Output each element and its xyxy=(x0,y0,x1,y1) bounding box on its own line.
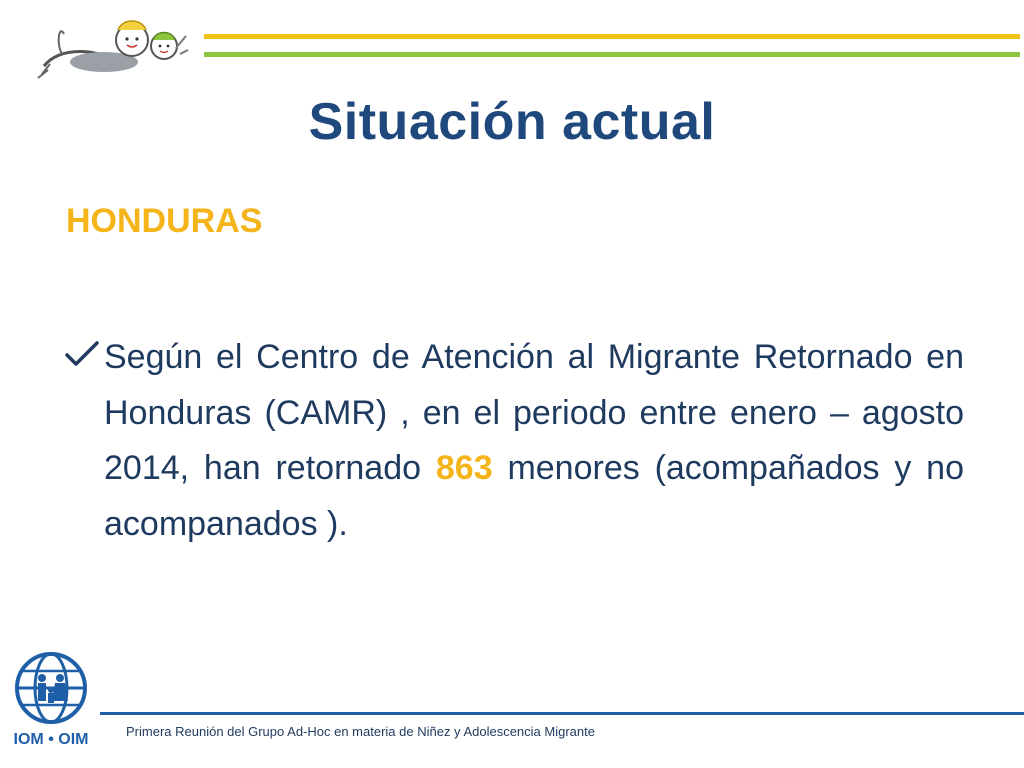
iom-logo xyxy=(6,646,96,750)
globe-icon xyxy=(6,646,96,750)
header-green-stripe xyxy=(204,52,1020,57)
highlight-number: 863 xyxy=(435,449,493,487)
footer-divider xyxy=(100,712,1024,715)
bullet-text-after: menores (acompañados y no acompanados ). xyxy=(104,449,964,543)
bullet-item xyxy=(64,330,964,552)
slide-title: Situación actual xyxy=(308,93,716,151)
children-logo-icon xyxy=(34,14,194,86)
bullet-text-before: Según el Centro de Atención al Migrante Retornado en Honduras (CAMR) , en el periodo entre enero – agosto 2014, han retornado xyxy=(104,338,964,487)
header-yellow-stripe xyxy=(204,34,1020,39)
footer-text: Primera Reunión del Grupo Ad-Hoc en materia de Niñez y Adolescencia Migrante xyxy=(126,724,595,739)
iom-logo-text: IOM • OIM xyxy=(13,731,89,748)
bullet-text xyxy=(104,330,964,552)
check-icon xyxy=(64,340,100,368)
section-heading: HONDURAS xyxy=(66,202,263,240)
